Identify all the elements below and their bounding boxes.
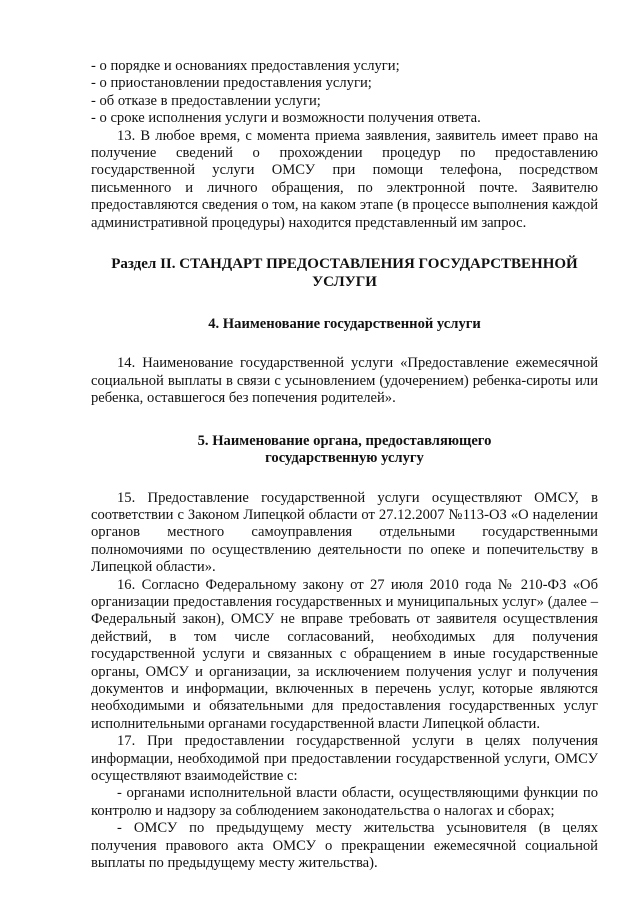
paragraph-15: 15. Предоставление государственной услуги осуществляют ОМСУ, в соответствии с Законом Липецкой области от 27.12.2007 №113-ОЗ «О наделении органов местного самоуправления отдельными государственными полномочиями по осуществлению деятельности по опеке и попечительству в Липецкой области». [91,489,598,576]
paragraph-13: 13. В любое время, с момента приема заявления, заявитель имеет право на получение сведений о прохождении процедур по предоставлению государственной услуги ОМСУ при помощи телефона, посредством письменного и личного обращения, по электронной почте. Заявителю предоставляются сведения о том, на каком этапе (в процессе выполнения каждой административной процедуры) находится представленный им запрос. [91,127,598,231]
list-item: - о порядке и основаниях предоставления услуги; [91,58,400,74]
paragraph-17: 17. При предоставлении государственной услуги в целях получения информации, необходимой при предоставлении государственной услуги, ОМСУ осуществляют взаимодействие с: [91,733,598,784]
list-item: - об отказе в предоставлении услуги; [91,92,321,109]
list-item: - о приостановлении предоставления услуги; [91,75,372,92]
section-title: Раздел II. СТАНДАРТ ПРЕДОСТАВЛЕНИЯ ГОСУДАРСТВЕННОЙ УСЛУГИ [111,256,578,290]
list-item: - органами исполнительной власти области, осуществляющими функции по контролю и надзору за соблюдением законодательства о налогах и сборах; [91,785,598,819]
paragraph-16: 16. Согласно Федеральному закону от 27 июля 2010 года № 210-ФЗ «Об организации предоставления государственных и муниципальных услуг» (далее – Федеральный закон), ОМСУ не вправе требовать от заявителя осуществления действий, в том числе согласований, необходимых для получения государственной услуги и связанных с обращением в иные государственные органы, ОМСУ и организации, за исключением получения услуг и получения документов и информации, включенных в перечень услуг, которые являются необходимыми и обязательными для предоставления государственных услуг исполнительными органами государственной власти Липецкой области. [91,576,598,732]
intro-list [91,58,598,128]
heading-5-line-2: государственную услугу [265,450,424,467]
heading-5-line-1: 5. Наименование органа, предоставляющего [197,432,492,449]
paragraph-14: 14. Наименование государственной услуги «Предоставление ежемесячной социальной выплаты в связи с усыновлением (удочерением) ребенка-сироты или ребенка, оставшегося без попечения родителей». [91,355,598,407]
list-item: - о сроке исполнения услуги и возможности получения ответа. [91,110,481,127]
list-item: - ОМСУ по предыдущему месту жительства усыновителя (в целях получения правового акта ОМСУ о прекращении ежемесячной социальной выплаты по предыдущему месту жительства). [91,820,598,872]
heading-4: 4. Наименование государственной услуги [208,316,481,333]
heading-5 [91,433,598,468]
